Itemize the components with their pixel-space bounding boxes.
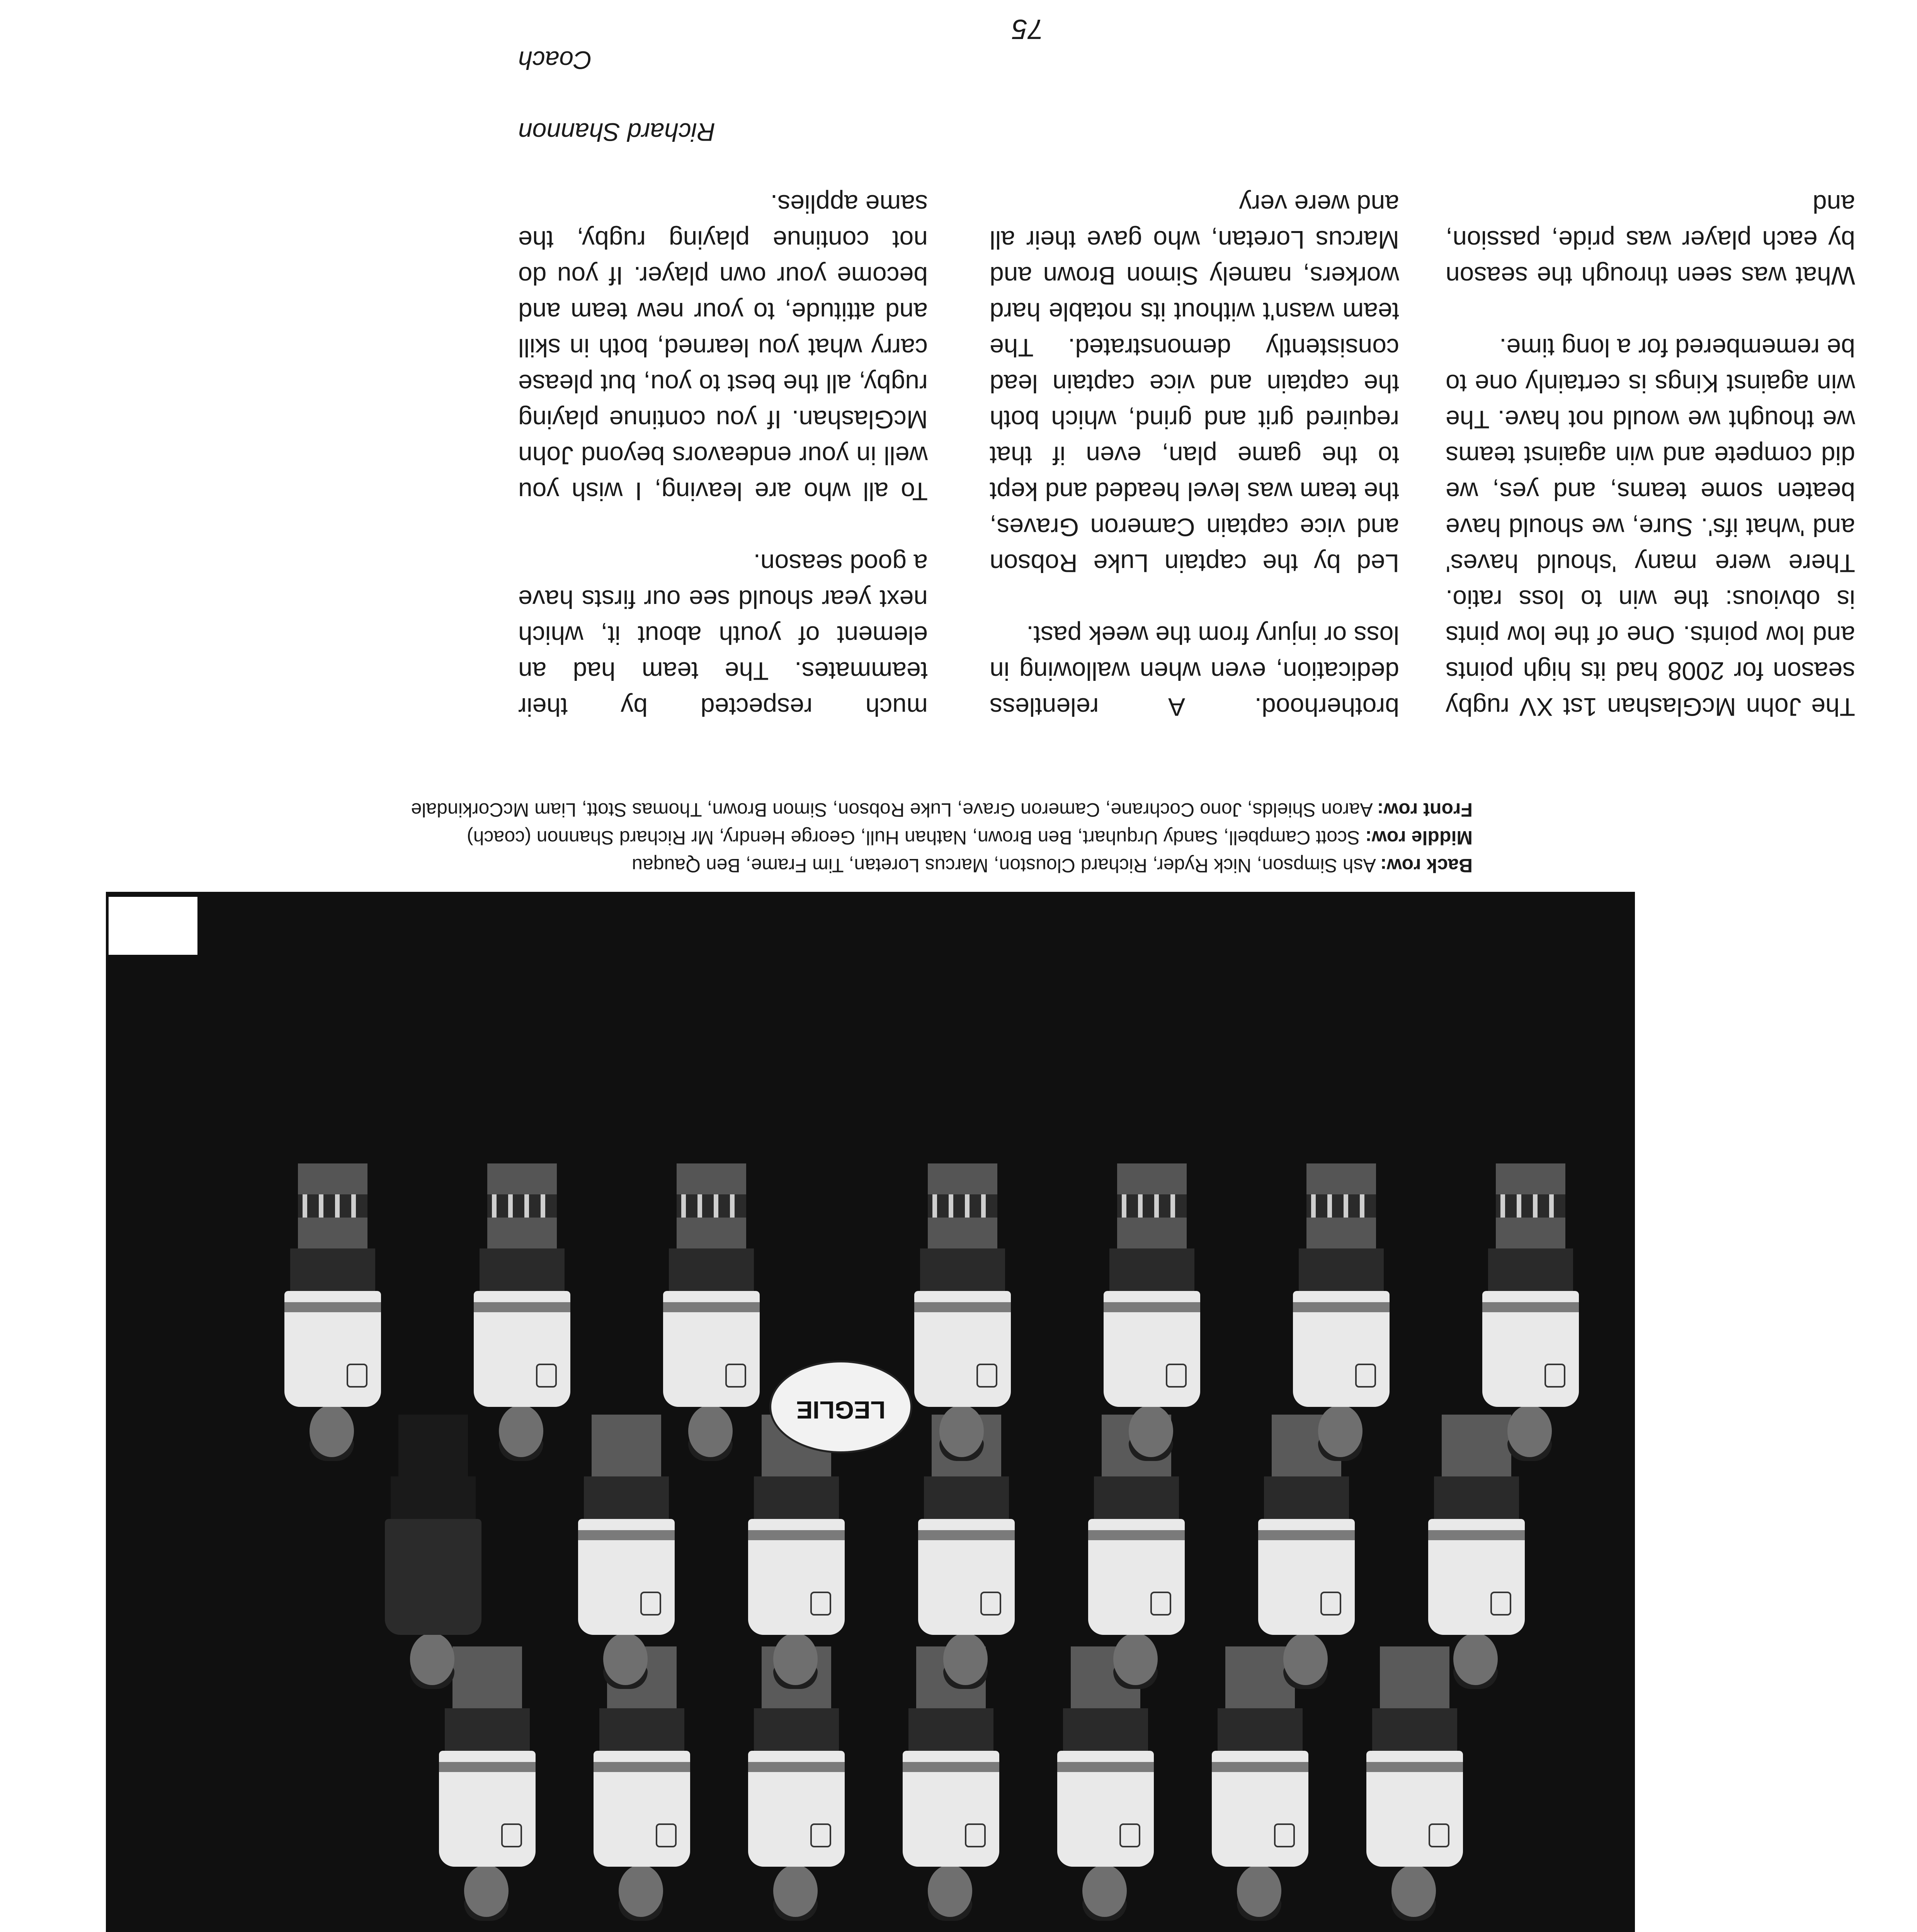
bottom-col3-signature-name: Richard Shannon [518,118,716,146]
player [653,1187,769,1465]
player [1283,1187,1399,1465]
caption-back-row [74,852,1473,879]
ball-brand-text: LEGLIE [796,1396,886,1424]
bottom-col3-signature-title: Coach [518,46,592,75]
photo-white-patch [109,897,197,955]
bottom-column-1 [1446,150,1855,725]
bottom-column-3 [518,6,928,725]
caption-front-label: Front row: [1377,799,1473,821]
bottom-col2-para1: brotherhood. A relentless dedication, even when wallowing in loss or injury from the week past. [990,621,1399,721]
caption-middle-names: Scott Campbell, Sandy Urquhart, Ben Brown, Nathan Hull, George Hendry, Mr Richard Shannon (coach) [467,827,1360,849]
bottom-col1-para1: The John McGlashan 1st XV rugby season for 2008 had its high points and low points. One of the low pints is obvious: the win to loss ratio. There were many 'should haves' and 'what ifs'. Sure, we should have beaten some teams, and yes, we did compete and win against teams we thought we would not have. The win against Kings is certainly one to be remembered for a long time. [1446,333,1855,721]
bottom-column-2 [990,150,1399,725]
player [1473,1187,1589,1465]
caption-front-row [74,796,1473,824]
photo-caption [74,796,1473,879]
caption-front-names: Aaron Shields, Jono Cochrane, Cameron Grave, Luke Robson, Simon Brown, Thomas Stott, Liam McCorkindale [411,799,1373,821]
bottom-col3-para1: much respected by their teammates. The team had an element of youth about it, which next year should see our firsts have a good season. [518,549,928,721]
caption-middle-label: Middle row: [1365,827,1473,849]
player [464,1187,580,1465]
bottom-col2-para2: Led by the captain Luke Robson and vice captain Cameron Graves, the team was level headed and kept to the game plan, even if that required grit and grind, which both the captain and vice captain lead consistently demonstrated. The team wasn't without its notable hard workers, namely Simon Brown and Marcus Loretan, who gave their all and were very [990,190,1399,578]
caption-back-label: Back row: [1380,855,1473,876]
rugby-ball-icon [769,1361,912,1453]
bottom-col1-para2: What was seen through the season by each player was pride, passion, and [1446,190,1855,290]
page-number: 75 [1011,14,1044,44]
caption-middle-row [74,824,1473,852]
caption-back-names: Ash Simpson, Nick Ryder, Richard Clouston, Marcus Loretan, Tim Frame, Ben Qauqau [632,855,1376,876]
player [1094,1187,1210,1465]
bottom-col3-para2: To all who are leaving, I wish you well in your endeavors beyond John McGlashan. If you continue playing rugby, all the best to you, but please carry what you learned, both in skill and attitude, to your new team and become your own player. If you do not continue playing rugby, the same applies. [518,190,928,506]
team-photo [106,892,1635,1932]
player [275,1187,391,1465]
player [905,1187,1021,1465]
